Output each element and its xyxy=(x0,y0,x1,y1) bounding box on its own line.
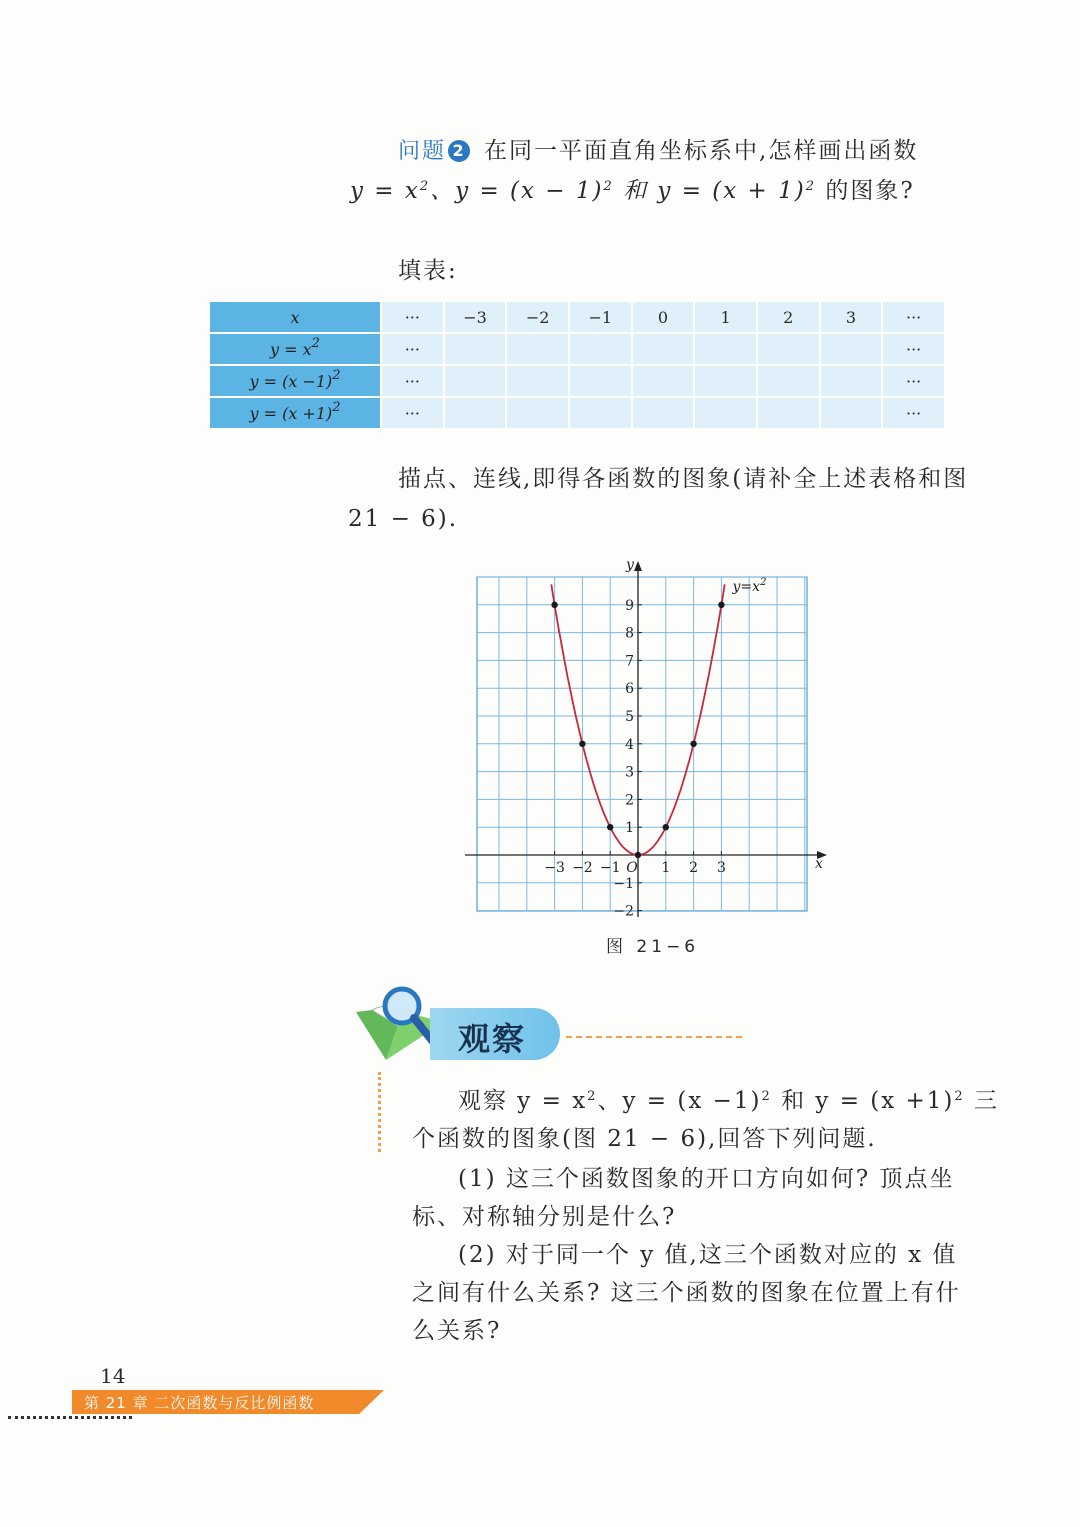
instruction-line1: 描点、连线,即得各函数的图象(请补全上述表格和图 xyxy=(398,466,969,492)
chart-labels xyxy=(544,557,823,920)
x-tick-label: 2 xyxy=(689,860,699,876)
banner-divider xyxy=(566,1036,742,1038)
chart-axes xyxy=(465,561,827,917)
row-label: $y = (x -1)^2$ xyxy=(210,366,380,396)
table-row xyxy=(210,398,944,428)
table-cell: ··· xyxy=(382,366,443,396)
figure-caption: 图 21−6 xyxy=(606,937,700,957)
observe-question2-line3: 么关系? xyxy=(412,1318,502,1344)
table-cell xyxy=(821,366,882,396)
x-tick-label: −2 xyxy=(572,860,593,876)
instruction-line2: 21 − 6). xyxy=(348,506,459,532)
y-axis-label: y xyxy=(626,557,634,573)
table-cell xyxy=(695,398,756,428)
table-cell: ··· xyxy=(883,366,944,396)
table-cell: 0 xyxy=(633,302,694,332)
data-point xyxy=(663,824,669,830)
table-cell xyxy=(695,334,756,364)
table-cell xyxy=(570,398,631,428)
table-cell xyxy=(821,334,882,364)
y-tick-label: 3 xyxy=(625,764,634,781)
table-cell: 3 xyxy=(821,302,882,332)
table-cell xyxy=(821,398,882,428)
x-tick-label: 1 xyxy=(661,860,671,876)
y-tick-label: 5 xyxy=(625,709,634,725)
eq-y-xplus1: 和 y = (x + 1) xyxy=(613,178,806,204)
fill-table-label: 填表: xyxy=(398,258,458,284)
table-cell xyxy=(695,366,756,396)
table-cell xyxy=(570,366,631,396)
data-point xyxy=(607,824,613,830)
observe-question2-line1: (2) 对于同一个 y 值,这三个函数对应的 x 值 xyxy=(458,1242,958,1268)
table-cell: ··· xyxy=(883,398,944,428)
table-cell xyxy=(758,334,819,364)
observe-title: 观察 xyxy=(458,1020,527,1058)
table-cell: ··· xyxy=(382,302,443,332)
question-number-badge: 2 xyxy=(448,140,470,162)
eq-y-x2: y = x xyxy=(350,178,420,204)
y-tick-label: −1 xyxy=(613,875,634,892)
table-cell xyxy=(445,398,506,428)
data-point xyxy=(579,741,585,747)
table-cell: −1 xyxy=(570,302,631,332)
question-text-line2 xyxy=(350,172,915,210)
y-tick-label: 6 xyxy=(625,681,634,698)
exponent: 2 xyxy=(805,179,817,194)
exponent: 2 xyxy=(419,179,431,194)
table-cell: 2 xyxy=(758,302,819,332)
x-tick-label: −1 xyxy=(599,860,621,876)
table-header-row xyxy=(210,302,944,332)
table-cell xyxy=(633,334,694,364)
table-cell: −3 xyxy=(445,302,506,332)
eq-y-xminus1: 、y = (x − 1) xyxy=(430,178,604,204)
question-heading xyxy=(398,132,918,171)
question-suffix: 的图象? xyxy=(816,178,915,204)
observe-question2-line2: 之间有什么关系? 这三个函数的图象在位置上有什 xyxy=(412,1280,961,1306)
table-cell xyxy=(507,398,568,428)
x-axis-label: x xyxy=(815,856,823,872)
table-cell xyxy=(445,334,506,364)
y-tick-label: 9 xyxy=(625,597,634,614)
question-label: 问题 xyxy=(398,139,447,164)
table-cell: 1 xyxy=(695,302,756,332)
data-point xyxy=(551,602,557,608)
table-cell xyxy=(570,334,631,364)
origin-label: O xyxy=(626,860,638,876)
table-cell xyxy=(633,366,694,396)
series-label: $y=x^2$ xyxy=(732,576,767,595)
observe-side-rule xyxy=(378,1072,381,1152)
data-point xyxy=(718,602,724,608)
data-point xyxy=(690,741,696,747)
table-cell: −2 xyxy=(507,302,568,332)
row-label: $y = (x +1)^2$ xyxy=(210,398,380,428)
observe-question1-line2: 标、对称轴分别是什么? xyxy=(412,1204,677,1230)
y-tick-label: 2 xyxy=(625,792,634,809)
data-point xyxy=(635,852,641,858)
footer-chapter-title: 第 21 章 二次函数与反比例函数 xyxy=(84,1394,315,1412)
x-tick-label: −3 xyxy=(544,860,565,876)
y-tick-label: 8 xyxy=(625,625,634,642)
y-tick-label: 1 xyxy=(625,820,634,837)
exponent: 2 xyxy=(603,179,614,194)
x-tick-label: 3 xyxy=(716,860,726,876)
observe-line2: 个函数的图象(图 21 − 6),回答下列问题. xyxy=(412,1126,877,1152)
table-cell xyxy=(507,366,568,396)
value-table xyxy=(208,300,946,430)
page-number: 14 xyxy=(100,1364,126,1388)
parabola-chart xyxy=(455,555,835,925)
table-cell: ··· xyxy=(883,334,944,364)
observe-line1: 观察 $y = x^2$、$y = (x -1)^2$ 和 $y = (x +1)^2$ 三 xyxy=(458,1088,1000,1114)
table-cell xyxy=(758,366,819,396)
y-tick-label: 7 xyxy=(625,653,634,670)
question-text-line1: 在同一平面直角坐标系中,怎样画出函数 xyxy=(484,138,919,164)
table-header-x: x xyxy=(210,302,380,332)
table-cell: ··· xyxy=(382,398,443,428)
observe-question1-line1: (1) 这三个函数图象的开口方向如何? 顶点坐 xyxy=(458,1166,955,1192)
table-cell: ··· xyxy=(382,334,443,364)
row-label: $y = x^2$ xyxy=(210,334,380,364)
table-row xyxy=(210,366,944,396)
table-cell: ··· xyxy=(883,302,944,332)
table-cell xyxy=(758,398,819,428)
table-cell xyxy=(633,398,694,428)
y-tick-label: −2 xyxy=(613,903,634,920)
footer-dots xyxy=(8,1416,132,1419)
table-cell xyxy=(445,366,506,396)
y-tick-label: 4 xyxy=(625,736,634,753)
table-row xyxy=(210,334,944,364)
table-cell xyxy=(507,334,568,364)
y-axis-arrow xyxy=(634,561,642,571)
